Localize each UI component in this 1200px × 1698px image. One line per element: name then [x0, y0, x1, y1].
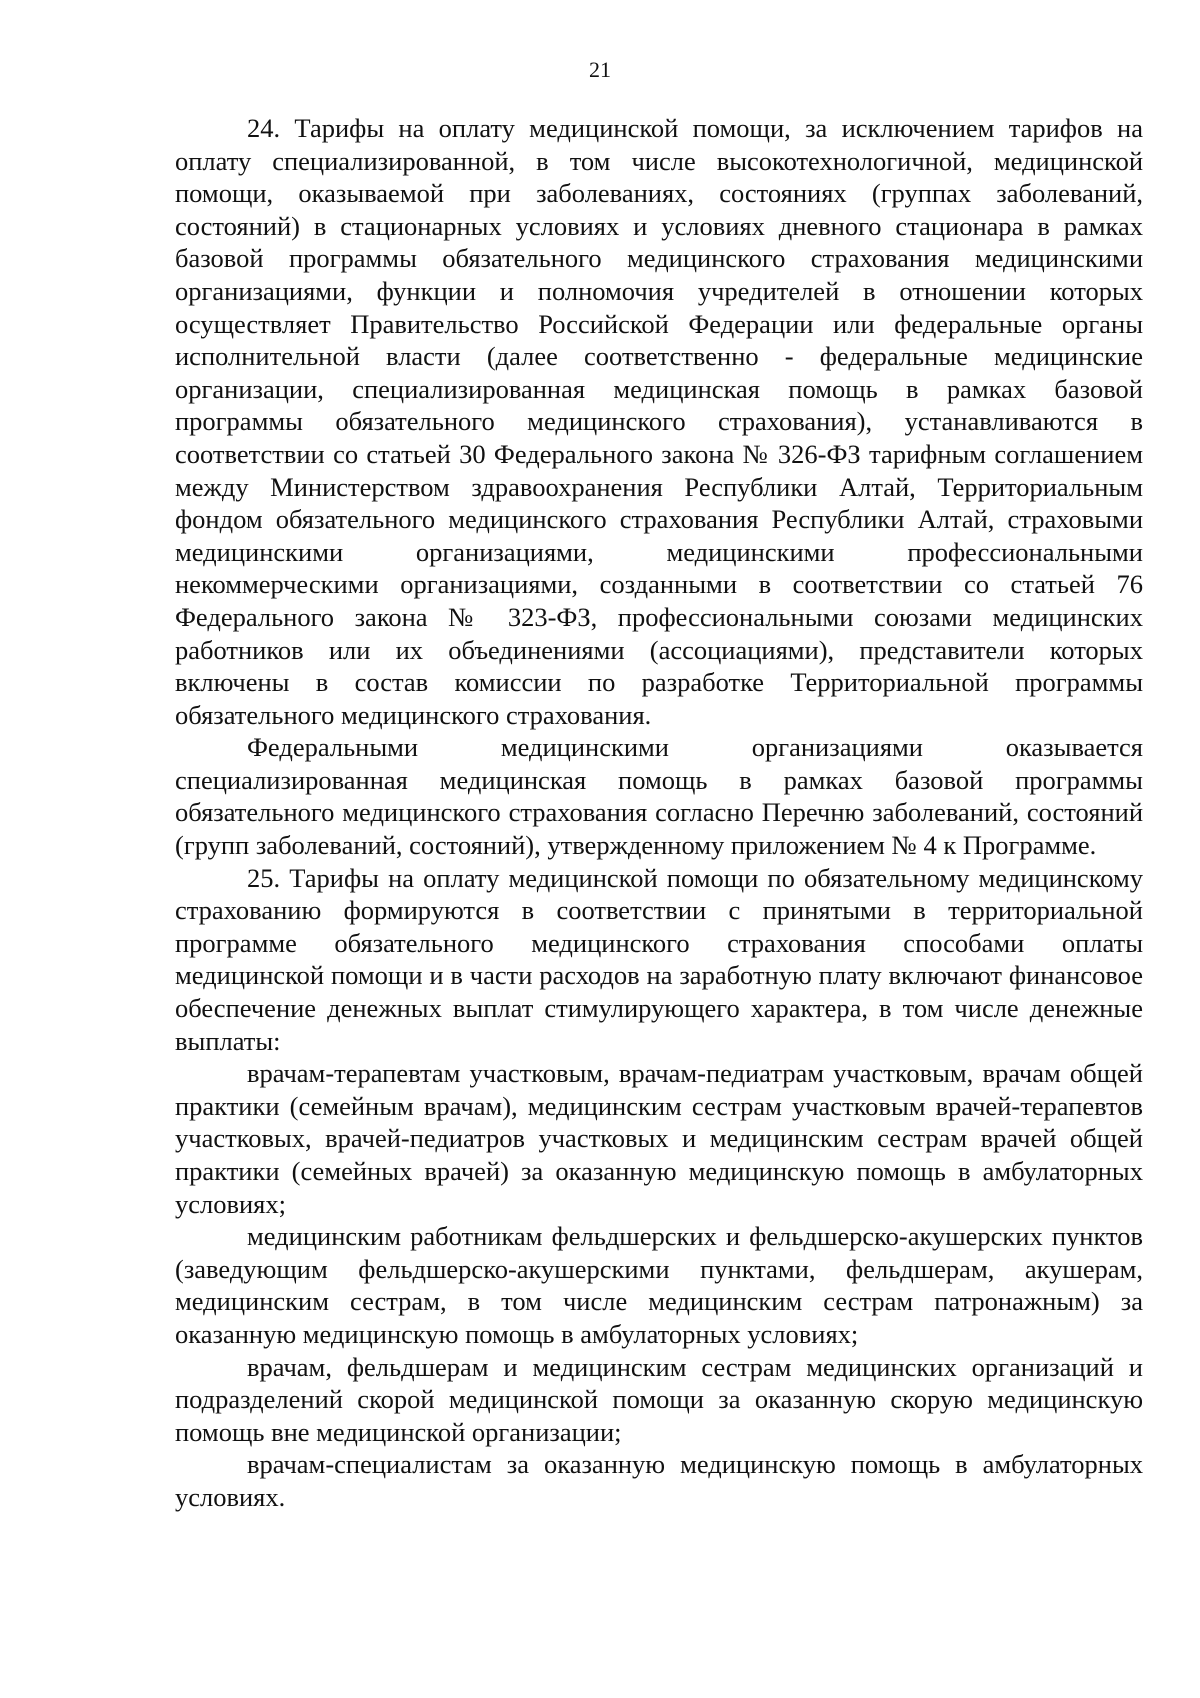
document-body [175, 112, 1143, 1514]
paragraph-federal-organizations: Федеральными медицинскими организациями оказывается специализированная медицинская помощь в рамках базовой программы обязательного медицинского страхования согласно Перечню заболеваний, состояний (групп заболеваний, состояний), утвержденному приложением № 4 к Программе. [175, 732, 1143, 861]
paragraph-item-24: 24. Тарифы на оплату медицинской помощи, за исключением тарифов на оплату специализированной, в том числе высокотехнологичной, медицинской помощи, оказываемой при заболеваниях, состояниях (группах заболеваний, состояний) в стационарных условиях и условиях дневного стационара в рамках базовой программы обязательного медицинского страхования медицинскими организациями, функции и полномочия учредителей в отношении которых осуществляет Правительство Российской Федерации или федеральные органы исполнительной власти (далее соответственно - федеральные медицинские организации, специализированная медицинская помощь в рамках базовой программы обязательного медицинского страхования), устанавливаются в соответствии со статьей 30 Федерального закона № 326-ФЗ тарифным соглашением между Министерством здравоохранения Республики Алтай, Территориальным фондом обязательного медицинского страхования Республики Алтай, страховыми медицинскими организациями, медицинскими профессиональными некоммерческими организациями, созданными в соответствии со статьей 76 Федерального закона № 323-ФЗ, профессиональными союзами медицинских работников или их объединениями (ассоциациями), представители которых включены в состав комиссии по разработке Территориальной программы обязательного медицинского страхования. [175, 113, 1143, 730]
list-item-district-doctors: врачам-терапевтам участковым, врачам-педиатрам участковым, врачам общей практики (семейным врачам), медицинским сестрам участковым врачей-терапевтов участковых, врачей-педиатров участковых и медицинским сестрам врачей общей практики (семейных врачей) за оказанную медицинскую помощь в амбулаторных условиях; [175, 1058, 1143, 1219]
list-item-emergency-care: врачам, фельдшерам и медицинским сестрам медицинских организаций и подразделений скорой медицинской помощи за оказанную скорую медицинскую помощь вне медицинской организации; [175, 1351, 1143, 1447]
paragraph-item-25: 25. Тарифы на оплату медицинской помощи по обязательному медицинскому страхованию формируются в соответствии с принятыми в территориальной программе обязательного медицинского страхования способами оплаты медицинской помощи и в части расходов на заработную плату включают финансовое обеспечение денежных выплат стимулирующего характера, в том числе денежные выплаты: [175, 862, 1143, 1056]
list-item-paramedic-stations: медицинским работникам фельдшерских и фельдшерско-акушерских пунктов (заведующим фельдшерско-акушерскими пунктами, фельдшерам, акушерам, медицинским сестрам, в том числе медицинским сестрам патронажным) за оказанную медицинскую помощь в амбулаторных условиях; [175, 1221, 1143, 1349]
page-number: 21 [589, 57, 611, 82]
list-item-specialists: врачам-специалистам за оказанную медицинскую помощь в амбулаторных условиях. [175, 1449, 1143, 1512]
